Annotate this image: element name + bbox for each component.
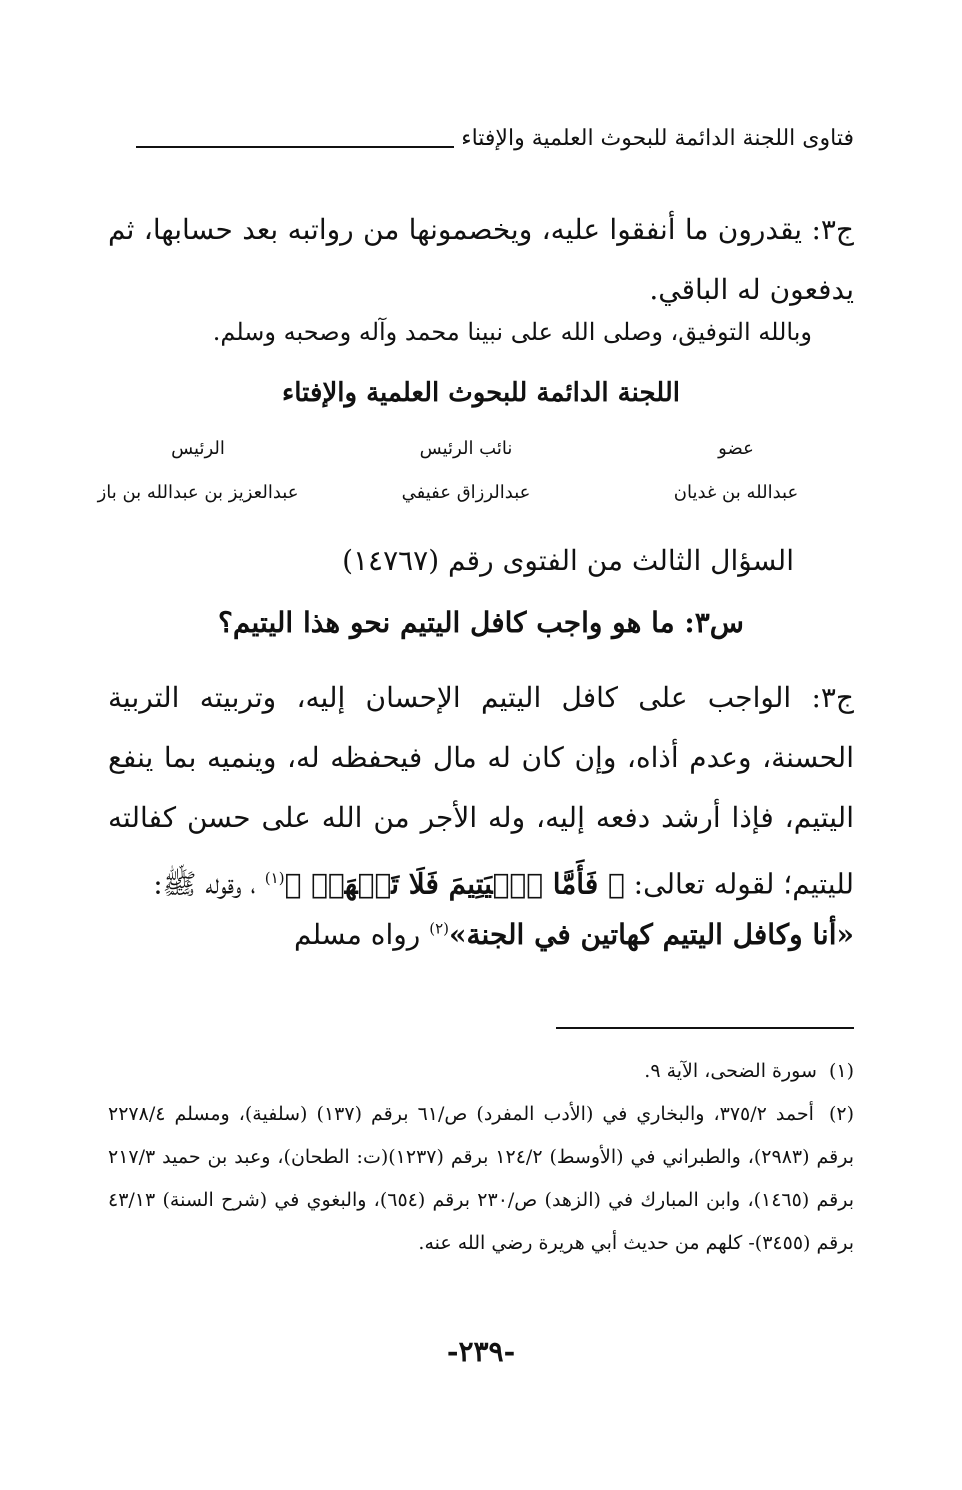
signatory-name: عبدالله بن غديان xyxy=(673,482,799,503)
footnote-ref: (٢) xyxy=(429,919,449,938)
answer-paragraph xyxy=(108,668,854,914)
committee-name: اللجنة الدائمة للبحوث العلمية والإفتاء xyxy=(282,378,680,408)
running-header: فتاوى اللجنة الدائمة للبحوث العلمية والإفتاء xyxy=(461,126,854,151)
answer-label: ج٣: xyxy=(811,213,854,246)
footnote-number: (١) xyxy=(828,1060,854,1082)
hadith-text: «أنا وكافل اليتيم كهاتين في الجنة» xyxy=(448,918,854,951)
header-rule xyxy=(136,146,454,148)
quran-verse: ﴿ فَأَمَّا ٱلۡيَتِيمَ فَلَا تَقۡهَرۡ ﴾ xyxy=(284,867,625,901)
narration-source: رواه مسلم xyxy=(294,918,421,951)
signatory-name: عبدالرزاق عفيفي xyxy=(401,482,531,503)
previous-answer xyxy=(108,200,854,320)
question xyxy=(0,606,962,639)
closing-line: وبالله التوفيق، وصلى الله على نبينا محمد وآله وصحبه وسلم. xyxy=(212,318,812,346)
answer-continuation: ، وقوله ﷺ: xyxy=(153,867,256,901)
footnote-number: (٢) xyxy=(828,1103,855,1125)
hadith-line xyxy=(294,918,854,951)
footnote-ref: (١) xyxy=(264,869,285,887)
footnote-rule xyxy=(556,1027,854,1029)
page-number: -٢٣٩- xyxy=(446,1335,516,1368)
answer-text: يقدرون ما أنفقوا عليه، ويخصمونها من رواتبه بعد حسابها، ثم يدفعون له الباقي. xyxy=(108,213,854,306)
footnote-text: أحمد ٣٧٥/٢، والبخاري في (الأدب المفرد) ص/٦١ برقم (١٣٧) (سلفية)، ومسلم ٢٢٧٨/٤ برقم (٢٩٨٣)، والطبراني في (الأوسط) ١٢٤/٢ برقم (١٢٣٧)(ت: الطحان)، وعبد بن حميد ٢١٧/٣ برقم (١٤٦٥)، وابن المبارك في (الزهد) ص/٢٣٠ برقم (٦٥٤)، والبغوي في (شرح السنة) ٤٣/١٣ برقم (٣٤٥٥)- كلهم من حديث أبي هريرة رضي الله عنه. xyxy=(108,1103,854,1254)
question-text: ما هو واجب كافل اليتيم نحو هذا اليتيم؟ xyxy=(218,606,675,639)
fatwa-reference: السؤال الثالث من الفتوى رقم (١٤٧٦٧) xyxy=(342,544,794,577)
answer-text: الواجب على كافل اليتيم الإحسان إليه، وتربيته التربية الحسنة، وعدم أذاه، وإن كان له مال فيحفظه له، وينميه بما ينفع اليتيم، فإذا أرشد دفعه إليه، وله الأجر من الله على حسن كفالته لليتيم؛ لقوله تعالى: xyxy=(108,681,854,901)
footnote-text: سورة الضحى، الآية ٩. xyxy=(644,1060,817,1082)
signatory-name: عبدالعزيز بن عبدالله بن باز xyxy=(97,482,299,503)
question-label: س٣: xyxy=(684,606,744,639)
signatory-role: الرئيس xyxy=(171,438,225,459)
signatory-role: عضو xyxy=(718,438,754,459)
footnote xyxy=(108,1050,854,1093)
signatory-role: نائب الرئيس xyxy=(419,438,513,459)
answer-label: ج٣: xyxy=(811,681,854,714)
footnote xyxy=(108,1093,854,1265)
